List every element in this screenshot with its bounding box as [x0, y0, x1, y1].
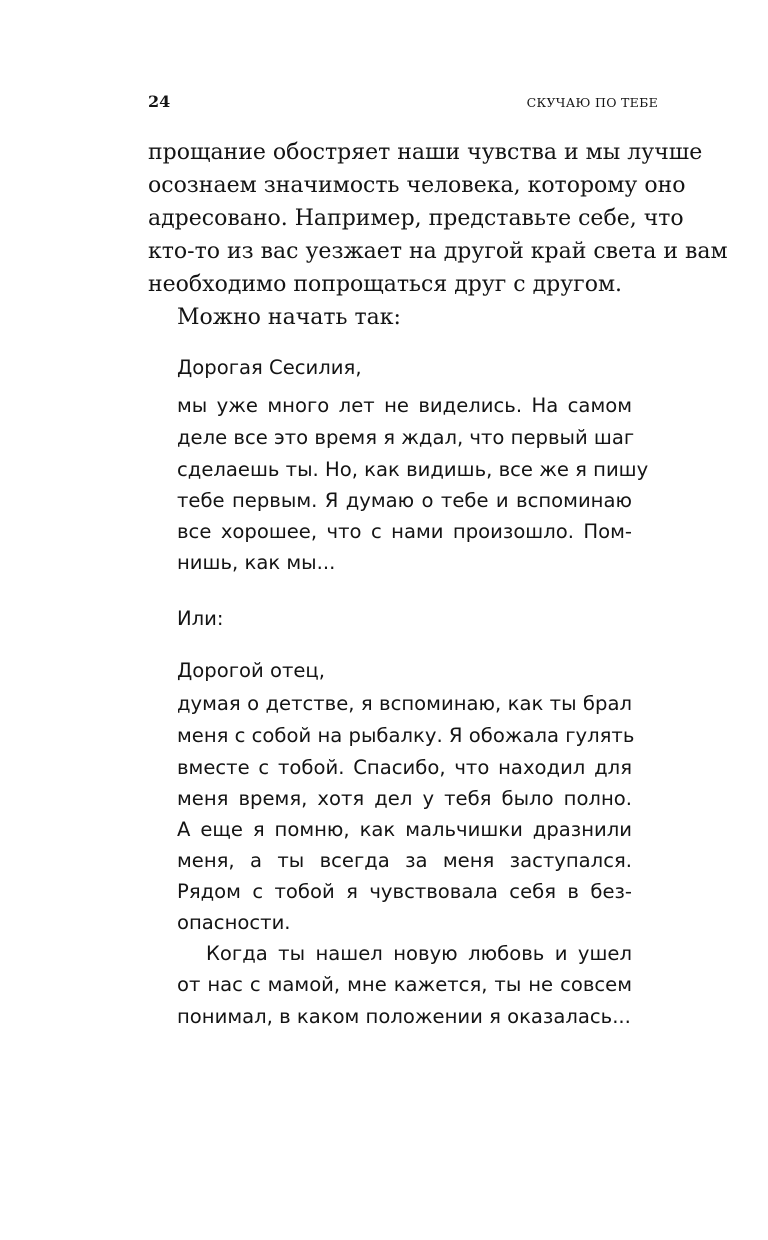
- paragraph-line: необходимо попрощаться друг с другом.: [148, 272, 623, 297]
- letter-line: мы уже много лет не виделись. На самом: [177, 394, 632, 417]
- letter-line: понимал, в каком положении я оказалась...: [177, 1005, 631, 1028]
- paragraph-line: прощание обостряет наши чувства и мы лучше: [148, 140, 703, 165]
- letter-salutation: Дорогая Сесилия,: [177, 356, 362, 379]
- letter-line: Когда ты нашел новую любовь и ушел: [206, 942, 632, 965]
- letter-line: меня время, хотя дел у тебя было полно.: [177, 787, 632, 810]
- letter-salutation: Дорогой отец,: [177, 659, 325, 682]
- paragraph-line: осознаем значимость человека, которому оно: [148, 173, 686, 198]
- letter-line: все хорошее, что с нами произошло. Пом-: [177, 520, 632, 543]
- letter-line: сделаешь ты. Но, как видишь, все же я пишу: [177, 458, 649, 481]
- letter-line: от нас с мамой, мне кажется, ты не совсем: [177, 973, 632, 996]
- paragraph-line: кто-то из вас уезжает на другой край света и вам: [148, 239, 728, 264]
- letter-line: вместе с тобой. Спасибо, что находил для: [177, 756, 632, 779]
- page-number: 24: [148, 92, 171, 111]
- letter-line: меня, а ты всегда за меня заступался.: [177, 849, 632, 872]
- or-label: Или:: [177, 607, 224, 630]
- letter-line: А еще я помню, как мальчишки дразнили: [177, 818, 632, 841]
- letter-line: думая о детстве, я вспоминаю, как ты брал: [177, 692, 632, 715]
- paragraph-line: адресовано. Например, представьте себе, что: [148, 206, 684, 231]
- running-title: СКУЧАЮ ПО ТЕБЕ: [526, 95, 658, 110]
- letter-line: деле все это время я ждал, что первый шаг: [177, 426, 635, 449]
- letter-line: нишь, как мы...: [177, 551, 336, 574]
- letter-line: меня с собой на рыбалку. Я обожала гулять: [177, 724, 635, 747]
- letter-line: тебе первым. Я думаю о тебе и вспоминаю: [177, 489, 632, 512]
- letter-line: опасности.: [177, 911, 291, 934]
- letter-line: Рядом с тобой я чувствовала себя в без-: [177, 880, 632, 903]
- intro-line: Можно начать так:: [177, 305, 401, 330]
